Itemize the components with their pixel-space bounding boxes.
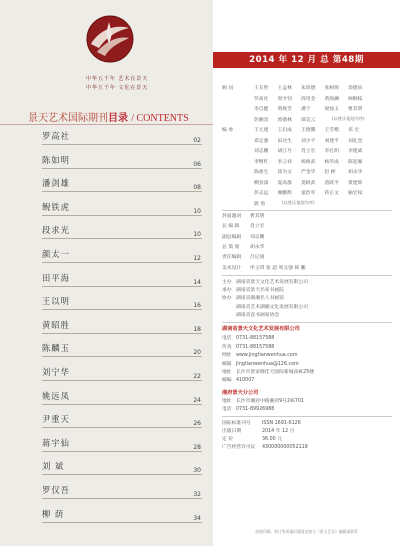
toc-item[interactable] <box>0 460 213 483</box>
person-name: 严金华 <box>301 170 316 175</box>
contact-label: 邮编 <box>222 378 232 384</box>
toc-item[interactable] <box>0 342 213 365</box>
artist-name: 田平海 <box>42 272 70 283</box>
person-name: 李自健 <box>254 107 269 112</box>
toc-item[interactable] <box>0 508 213 531</box>
staff-name: 吕记国 <box>250 255 265 261</box>
person-name: 莫顾武 <box>301 180 316 186</box>
contact-row <box>222 360 299 367</box>
contents-heading <box>28 109 189 124</box>
person-name: 蔚 勇 <box>254 201 266 207</box>
page-number: 28 <box>193 443 201 451</box>
footer-note: 如遇印刷、装订等质量问题请直接与《景天艺术》编辑部联系 <box>255 529 358 534</box>
pub-row <box>222 419 301 426</box>
artist-name: 刘 斌 <box>42 461 65 472</box>
contact-value: Jingtianwenhua@126.com <box>236 361 299 367</box>
contact-row <box>222 368 314 375</box>
person-name: 喻宏权 <box>348 191 363 196</box>
page-number: 26 <box>193 420 201 428</box>
pub-value: ISSN 1691-6126 <box>262 420 301 426</box>
toc-item[interactable] <box>0 201 213 224</box>
person-name: 刘建平 <box>324 138 339 144</box>
page-number: 02 <box>193 137 201 144</box>
person-name: 王友智 <box>254 86 269 91</box>
page-number: 12 <box>193 255 201 262</box>
toc-underline <box>42 262 202 263</box>
person-name: 李建威 <box>348 149 363 154</box>
contact-label: 地址 <box>222 369 232 375</box>
slogan-line: 中华五千年 文化在景天 <box>85 85 149 91</box>
person-name: 黄海澜 <box>324 96 339 102</box>
staff-row <box>222 264 306 271</box>
page-number: 18 <box>193 325 201 333</box>
person-name: 涂为文 <box>277 170 292 175</box>
staff-row <box>222 253 264 260</box>
org-row <box>222 294 284 301</box>
pub-value: 36.00 元 <box>262 437 283 443</box>
contact-label: 传真 <box>222 344 232 350</box>
page-number: 08 <box>193 184 201 192</box>
contact-row <box>222 351 298 358</box>
contact-value: 0731-88157588 <box>236 336 275 342</box>
org-name: 湖南省艺术湖湘文化发展有限公司 <box>236 304 308 310</box>
contents-label-cn: 目录 <box>108 113 128 124</box>
person-name: 杨俊武 <box>301 159 316 165</box>
person-name: 彭志远 <box>254 191 269 196</box>
person-name: 邓定强 <box>254 138 269 144</box>
contact-value: 410007 <box>236 378 255 384</box>
names <box>254 200 278 207</box>
artist-name: 段求光 <box>42 225 70 236</box>
advisors-note: (以姓氏笔划为序) <box>332 115 365 121</box>
contact-value: www.jingtianwenhua.com <box>236 353 298 359</box>
person-name: 刘志鹏 <box>254 149 269 154</box>
names <box>254 105 372 112</box>
jingtian-logo-icon <box>85 14 135 64</box>
toc-underline <box>42 404 202 405</box>
page-number: 06 <box>193 160 201 168</box>
org-name: 湖南省景天名家书画院 <box>236 288 284 294</box>
org-role: 承办 <box>222 288 232 294</box>
artist-name: 罗仅吾 <box>42 485 70 495</box>
names <box>254 179 372 186</box>
pub-row <box>222 443 308 450</box>
row-label: 编 委 <box>222 128 234 133</box>
staff-role: 封面题词 <box>222 214 242 219</box>
toc-underline <box>42 451 202 452</box>
person-name: 郭德林 <box>277 117 292 123</box>
artist-name: 刘宁华 <box>42 367 70 377</box>
toc-item[interactable] <box>0 413 213 436</box>
toc-underline <box>42 286 202 287</box>
person-name: 王元建 <box>254 128 269 133</box>
toc-item[interactable] <box>0 319 213 342</box>
names <box>254 137 372 144</box>
person-name: 张树海 <box>324 86 339 91</box>
person-name: 朱训德 <box>301 86 316 91</box>
toc-underline <box>42 498 202 499</box>
artist-name: 颜太一 <box>42 249 70 259</box>
artist-name: 王以明 <box>42 296 70 307</box>
contact-value: 长沙市景家塘佳天国际新城南栋25楼 <box>236 369 315 375</box>
toc-underline <box>42 474 202 475</box>
page-number: 24 <box>193 396 201 404</box>
person-name: 黄建辉 <box>348 180 363 186</box>
slogan-line: 中华五千年 艺术在景天 <box>85 76 149 82</box>
person-name: 罗高社 <box>254 96 269 102</box>
company-name: 湘府景天分公司 <box>222 389 259 396</box>
contact-label: 邮箱 <box>222 361 232 367</box>
toc-item[interactable] <box>0 248 213 271</box>
divider <box>0 124 213 125</box>
contact-row <box>222 397 304 404</box>
staff-row <box>222 243 264 250</box>
person-name: 胡永华 <box>348 170 363 175</box>
artist-name: 鲵铁虎 <box>42 201 70 212</box>
person-name: 周用金 <box>301 96 316 102</box>
pub-value: 2014 年 12 月 <box>262 428 295 434</box>
person-name: 肖立宏 <box>301 149 316 154</box>
divider <box>222 275 392 276</box>
names <box>254 147 372 154</box>
divider <box>222 416 392 417</box>
staff-role: 责任编辑 <box>222 255 242 261</box>
person-name: 唐跃平 <box>324 180 339 186</box>
toc-underline <box>42 380 202 381</box>
person-name: 邓 宏 <box>348 128 360 133</box>
toc-item[interactable] <box>0 437 213 460</box>
artist-name: 陈如明 <box>42 154 70 165</box>
staff-name: 肖立宏 <box>250 224 265 230</box>
artist-name: 黄昭胜 <box>42 319 70 330</box>
divider <box>222 322 392 323</box>
person-name: 谭美云 <box>301 117 316 123</box>
contact-value: 0731-88157588 <box>236 344 275 350</box>
toc-underline <box>42 333 202 334</box>
page-number: 20 <box>193 349 201 357</box>
person-name: 梁仙玉 <box>324 107 339 112</box>
staff-role: 总 策 划 <box>222 244 240 250</box>
issue-banner: 2014 年 12 月 总 第48期 <box>213 52 400 68</box>
person-name: 曹其明 <box>348 107 363 112</box>
names <box>254 189 372 196</box>
page-number: 14 <box>193 278 201 286</box>
org-row <box>222 303 308 310</box>
artist-name: 潘剑雄 <box>42 178 70 189</box>
artist-name: 罗高社 <box>42 131 70 141</box>
toc-item[interactable] <box>0 154 213 177</box>
toc-item[interactable] <box>0 224 213 247</box>
org-role: 协办 <box>222 296 232 302</box>
artist-name: 柳 荫 <box>42 508 65 519</box>
company-name: 湖南省景天文化艺术发展有限公司 <box>222 326 300 333</box>
contact-label: 地址 <box>222 398 232 404</box>
org-row <box>222 311 279 318</box>
person-name: 田达生 <box>277 138 292 144</box>
toc-underline <box>42 168 202 169</box>
contact-label: 电话 <box>222 336 232 342</box>
person-name: 刘礼堂 <box>348 138 363 144</box>
slogan <box>52 75 182 93</box>
artist-name: 蒋宇仙 <box>42 437 70 448</box>
contact-row <box>222 405 274 412</box>
editors-note: (以姓氏笔划为序) <box>282 199 315 205</box>
pub-value: 430000000052118 <box>262 445 308 451</box>
pub-row <box>222 427 294 434</box>
names <box>254 116 325 123</box>
page-number: 10 <box>193 207 201 215</box>
staff-row <box>222 212 264 219</box>
person-name: 谢鹏辉 <box>277 191 292 196</box>
org-role: 主办 <box>222 279 232 285</box>
toc-underline <box>42 215 202 216</box>
names <box>254 84 372 91</box>
toc-item[interactable] <box>0 130 213 153</box>
person-name: 柳劲深 <box>254 180 269 186</box>
contact-row <box>222 334 274 341</box>
pub-label: 国际标准刊号 <box>222 420 251 426</box>
toc-item[interactable] <box>0 366 213 389</box>
person-name: 夏高群 <box>277 180 292 186</box>
names <box>254 126 372 133</box>
staff-role: 美术设计 <box>222 265 242 271</box>
pub-label: 出版日期 <box>222 428 242 434</box>
person-name: 赵 彬 <box>324 170 336 175</box>
toc-item[interactable] <box>0 272 213 295</box>
contact-row <box>222 343 274 350</box>
staff-role: 副总编辑 <box>222 234 242 240</box>
toc-underline <box>42 522 202 523</box>
person-name: 潘宁 <box>301 107 311 112</box>
person-name: 陈迎雁 <box>348 159 363 165</box>
staff-name: 刘志鹏 <box>250 234 265 240</box>
person-name: 胡江号 <box>277 149 292 154</box>
person-name: 余德泉 <box>348 86 363 91</box>
contact-label: 网址 <box>222 353 232 359</box>
artist-name: 姚远凤 <box>42 390 70 401</box>
org-row <box>222 278 308 285</box>
toc-underline <box>42 427 202 428</box>
staff-row <box>222 233 264 240</box>
person-name: 童治军 <box>301 191 316 196</box>
contact-value: 0731-89926988 <box>236 406 275 412</box>
person-name: 王启成 <box>277 128 292 133</box>
toc-underline <box>42 144 202 145</box>
toc-item[interactable] <box>0 177 213 200</box>
page-number: 30 <box>193 467 201 475</box>
org-name: 湖南省直书画家协会 <box>236 313 280 318</box>
person-name: 王孟林 <box>277 86 292 91</box>
contents-label-en: / CONTENTS <box>131 113 189 124</box>
contact-row <box>222 376 254 383</box>
page-number: 22 <box>193 373 201 380</box>
divider <box>222 210 392 211</box>
toc-underline <box>42 238 202 239</box>
person-name: 李孔明 <box>324 149 339 154</box>
toc-item[interactable] <box>0 295 213 318</box>
toc-underline <box>42 356 202 357</box>
org-name: 湖南省湖湘名人书画馆 <box>236 296 284 302</box>
toc-item[interactable] <box>0 484 213 507</box>
contact-label: 电话 <box>222 406 232 412</box>
pub-row <box>222 435 282 442</box>
person-name: 李云祥 <box>277 159 292 165</box>
page-number: 10 <box>193 231 201 239</box>
person-name: 王雪楷 <box>324 128 339 133</box>
toc-underline <box>42 309 202 310</box>
staff-role: 总 编 辑 <box>222 224 240 230</box>
person-name: 周令钊 <box>277 96 292 102</box>
person-name: 王德馨 <box>301 128 316 133</box>
staff-name: 申玉琪 张 超 周文强 韩 鹏 <box>250 265 306 271</box>
org-row <box>222 286 284 293</box>
names <box>254 95 372 102</box>
names <box>254 168 372 175</box>
org-name: 湖南省景天文化艺术发展有限公司 <box>236 279 308 285</box>
artist-name: 尹重天 <box>42 414 70 425</box>
person-name: 陈惠生 <box>254 170 269 175</box>
journal-name: 景天艺术国际期刊 <box>28 113 108 124</box>
names <box>254 158 372 165</box>
person-name: 蒋正文 <box>324 191 339 196</box>
page-number: 34 <box>193 514 201 522</box>
page-number: 32 <box>193 491 201 498</box>
row-label: 顾 问 <box>222 86 234 91</box>
staff-row <box>222 222 264 229</box>
staff-name: 胡永华 <box>250 244 265 250</box>
artist-name: 陈麟玉 <box>42 343 70 354</box>
page-number: 16 <box>193 302 201 310</box>
person-name: 彭湘容 <box>254 117 269 123</box>
person-name: 柯桐枝 <box>348 96 363 102</box>
person-name: 杨华成 <box>324 159 339 165</box>
pub-label: 定 价 <box>222 437 234 443</box>
person-name: 黄规芳 <box>277 107 292 112</box>
toc-item[interactable] <box>0 390 213 413</box>
person-name: 李继红 <box>254 159 269 165</box>
staff-name: 曹其明 <box>250 214 265 219</box>
contact-value: 长沙市湘府中路湘府9号2栋701 <box>236 398 305 404</box>
person-name: 刘少平 <box>301 138 316 144</box>
toc-underline <box>42 191 202 192</box>
pub-label: 广告经营许可证 <box>222 445 256 451</box>
